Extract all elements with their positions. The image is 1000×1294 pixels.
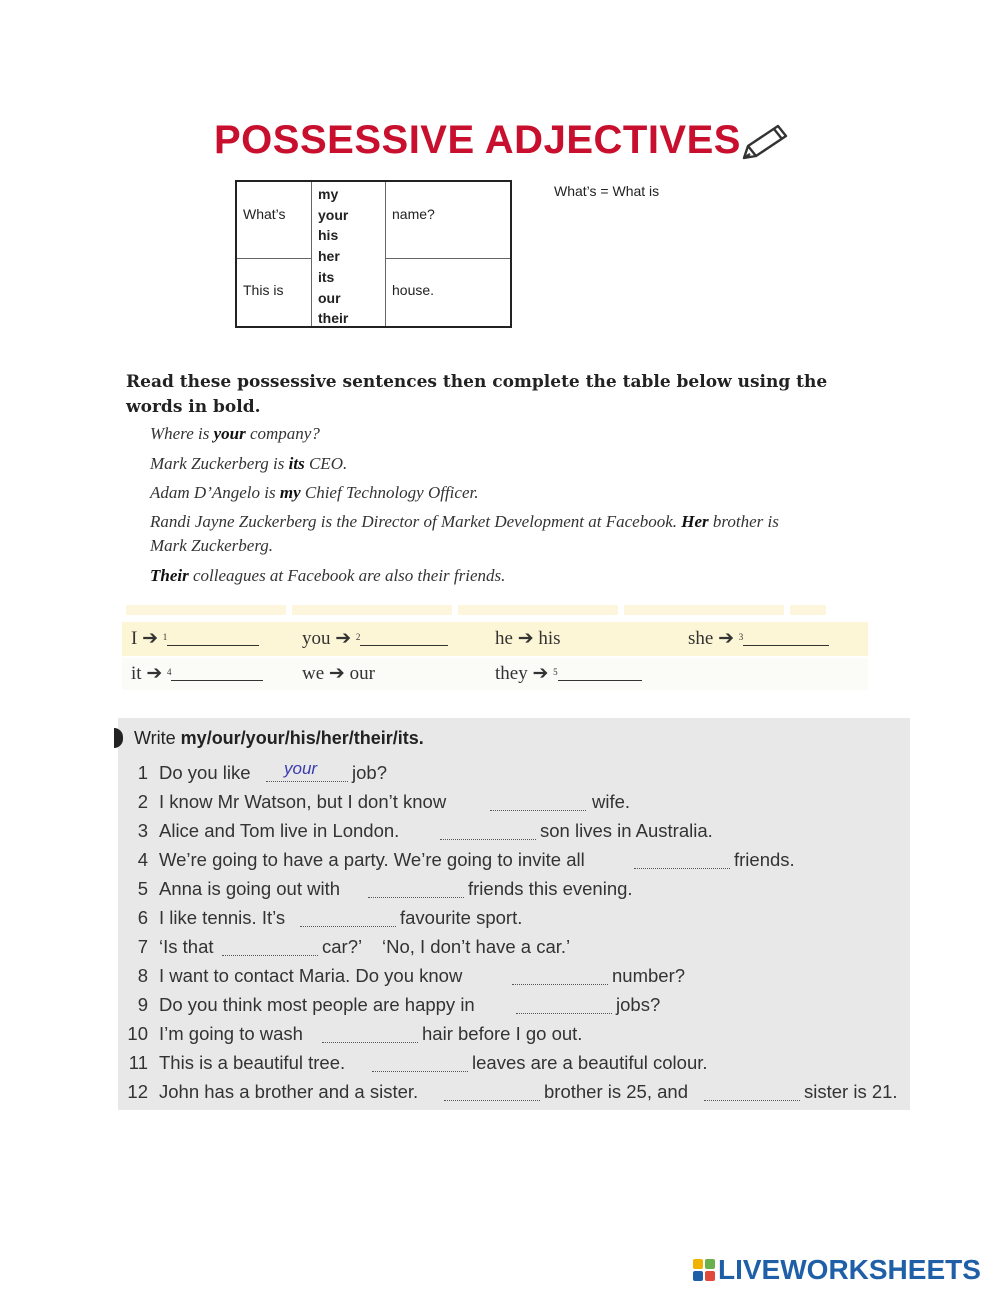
item-text: John has a brother and a sister. [159,1081,419,1102]
item-text: I want to contact Maria. Do you know [159,965,463,986]
exercise-item [118,791,910,819]
instruction-text: Read these possessive sentences then complete the table below using the words in [126,372,828,417]
item-text: wife. [592,791,631,812]
adjective-word: her [318,248,340,265]
sentence-text: Randi Jayne Zuckerberg is the Director of Market Development at Facebook. [150,512,682,531]
pronoun-subject: we [302,663,325,684]
adjective-word: its [318,268,335,285]
pronoun-answer: his [538,628,561,649]
pronoun-subject: it [131,663,142,684]
item-text: friends this evening. [468,878,633,899]
logo-text: LIVEWORKSHEETS [718,1254,981,1285]
example-sentence [150,564,505,588]
item-text: jobs? [616,994,661,1015]
pronoun-subject: you [302,628,331,649]
answer-blank[interactable] [516,1013,612,1014]
item-text: number? [612,965,686,986]
item-number: 8 [137,965,148,986]
pronoun-item [302,624,448,654]
item-text: favourite sport. [400,907,523,928]
item-number: 6 [137,907,148,928]
sentence-text: colleagues at Facebook are also their friends. [188,566,506,585]
item-text: friends. [734,849,795,870]
exercise-item [118,994,910,1022]
sentence-bold: Her [681,512,709,531]
sentence-text: Chief Technology Officer. [300,483,479,502]
exercise-item [118,907,910,935]
exercise-item [118,849,910,877]
item-text: job? [352,762,387,783]
sentence-text: brother is Mark Zuckerberg. [150,512,779,555]
exercise-title-bold: my/our/your/his/her/their/its. [180,728,424,748]
adjective-word: your [318,206,349,223]
answer-blank[interactable] [300,926,396,927]
item-text: leaves are a beautiful colour. [472,1052,708,1073]
item-text: Anna is going out with [159,878,341,899]
adjective-word: our [318,289,341,306]
exercise-item [118,965,910,993]
sentence-text: Mark Zuckerberg is [150,454,289,473]
item-number: 5 [137,878,148,899]
item-number: 9 [137,994,148,1015]
item-number: 2 [137,791,148,812]
instruction-bold: bold [213,397,255,417]
blank-number: 1 [162,632,168,642]
arrow-icon: ➔ [142,628,158,649]
item-text: I like tennis. It’s [159,907,286,928]
pronoun-table-header-strip [126,605,826,615]
liveworksheets-logo-icon [692,1258,716,1282]
item-text: son lives in Australia. [540,820,713,841]
item-text: hair before I go out. [422,1023,583,1044]
answer-blank[interactable] [266,781,348,782]
answer-blank[interactable] [322,1042,418,1043]
exercise-panel [118,718,910,1110]
sentence-text: Adam D’Angelo is [150,483,280,502]
blank-number: 5 [553,667,558,677]
answer-blank[interactable] [558,662,642,681]
exercise-title [134,728,424,749]
item-text: This is a beautiful tree. [159,1052,346,1073]
exercise-item [118,1052,910,1080]
item-text: We’re going to have a party. We’re going to invite all [159,849,585,870]
table-column-subject [237,182,312,326]
adjective-list [318,184,348,329]
example-sentence [150,422,320,446]
sentence-bold: my [279,483,301,502]
answer-blank[interactable] [634,868,730,869]
item-text: Do you think most people are happy in [159,994,475,1015]
sentence-text: company? [245,424,320,443]
adjective-word: his [318,227,339,244]
answer-blank[interactable] [440,839,536,840]
answer-blank[interactable] [512,984,608,985]
page-title: POSSESSIVE ADJECTIVES [214,118,741,162]
item-text: I know Mr Watson, but I don’t know [159,791,447,812]
answer-blank[interactable] [360,627,448,646]
adjective-word: my [318,186,339,202]
table-cell-this-is: This is [243,282,284,298]
pronoun-item [495,624,561,654]
answer-blank[interactable] [743,627,829,646]
sentence-text: Where is [150,424,214,443]
item-number: 1 [137,762,148,783]
arrow-icon: ➔ [335,628,352,649]
blank-number: 4 [166,667,172,677]
answer-blank[interactable] [372,1071,468,1072]
exercise-item [118,1023,910,1051]
exercise-item [118,878,910,906]
answer-blank[interactable] [704,1100,800,1101]
exercise-item [118,820,910,848]
exercise-item [118,759,910,790]
answer-blank[interactable] [444,1100,540,1101]
arrow-icon: ➔ [517,628,534,649]
sentence-bold: its [288,454,305,473]
answer-blank[interactable] [167,627,259,646]
item-number: 12 [127,1081,148,1102]
sentence-text: CEO. [304,454,348,473]
pencil-icon [738,118,792,164]
pronoun-subject: he [495,628,513,649]
item-number: 10 [127,1023,148,1044]
grammar-table [235,180,512,328]
adjective-word: their [318,310,349,327]
pronoun-item [302,659,375,689]
pronoun-answer: our [349,663,375,684]
contraction-note: What’s = What is [554,183,660,199]
item-text: brother is 25, and [544,1081,688,1102]
answer-blank[interactable] [368,897,464,898]
pronoun-item [131,659,263,689]
arrow-icon: ➔ [532,663,549,684]
item-number: 7 [137,936,148,957]
pronoun-item [495,659,642,689]
table-divider-right [385,258,510,259]
item-number: 11 [128,1052,148,1073]
instruction-end: . [254,397,261,417]
example-sentence [150,481,478,505]
exercise-item [118,936,910,964]
item-text: I’m going to wash [159,1023,303,1044]
arrow-icon: ➔ [328,663,345,684]
answer-blank[interactable] [490,810,586,811]
exercise-item [118,1081,910,1109]
item-number: 3 [137,820,148,841]
example-sentence [150,510,810,558]
sentence-bold: Their [150,566,189,585]
example-answer: your [284,759,318,778]
answer-blank[interactable] [171,662,263,681]
blank-number: 2 [355,632,361,642]
blank-number: 3 [738,632,744,642]
table-column-noun [385,182,511,326]
reading-instruction [126,370,846,420]
table-cell-name: name? [392,206,435,222]
pronoun-subject: she [688,628,714,649]
pronoun-subject: I [131,628,138,649]
table-cell-whats: What’s [243,206,286,222]
item-text: ‘Is that [159,936,214,957]
item-text: car?’ ‘No, I don’t have a car.’ [322,936,571,957]
exercise-title-text: Write [134,728,181,748]
pronoun-item [688,624,829,654]
answer-blank[interactable] [222,955,318,956]
example-sentence [150,452,347,476]
item-number: 4 [137,849,148,870]
pronoun-item [131,624,259,654]
item-text: Do you like [159,762,251,783]
pronoun-subject: they [495,663,528,684]
sentence-bold: your [213,424,246,443]
table-cell-house: house. [392,282,435,298]
item-text: sister is 21. [804,1081,898,1102]
item-text: Alice and Tom live in London. [159,820,400,841]
table-divider-left [237,258,311,259]
arrow-icon: ➔ [146,663,163,684]
arrow-icon: ➔ [718,628,734,649]
